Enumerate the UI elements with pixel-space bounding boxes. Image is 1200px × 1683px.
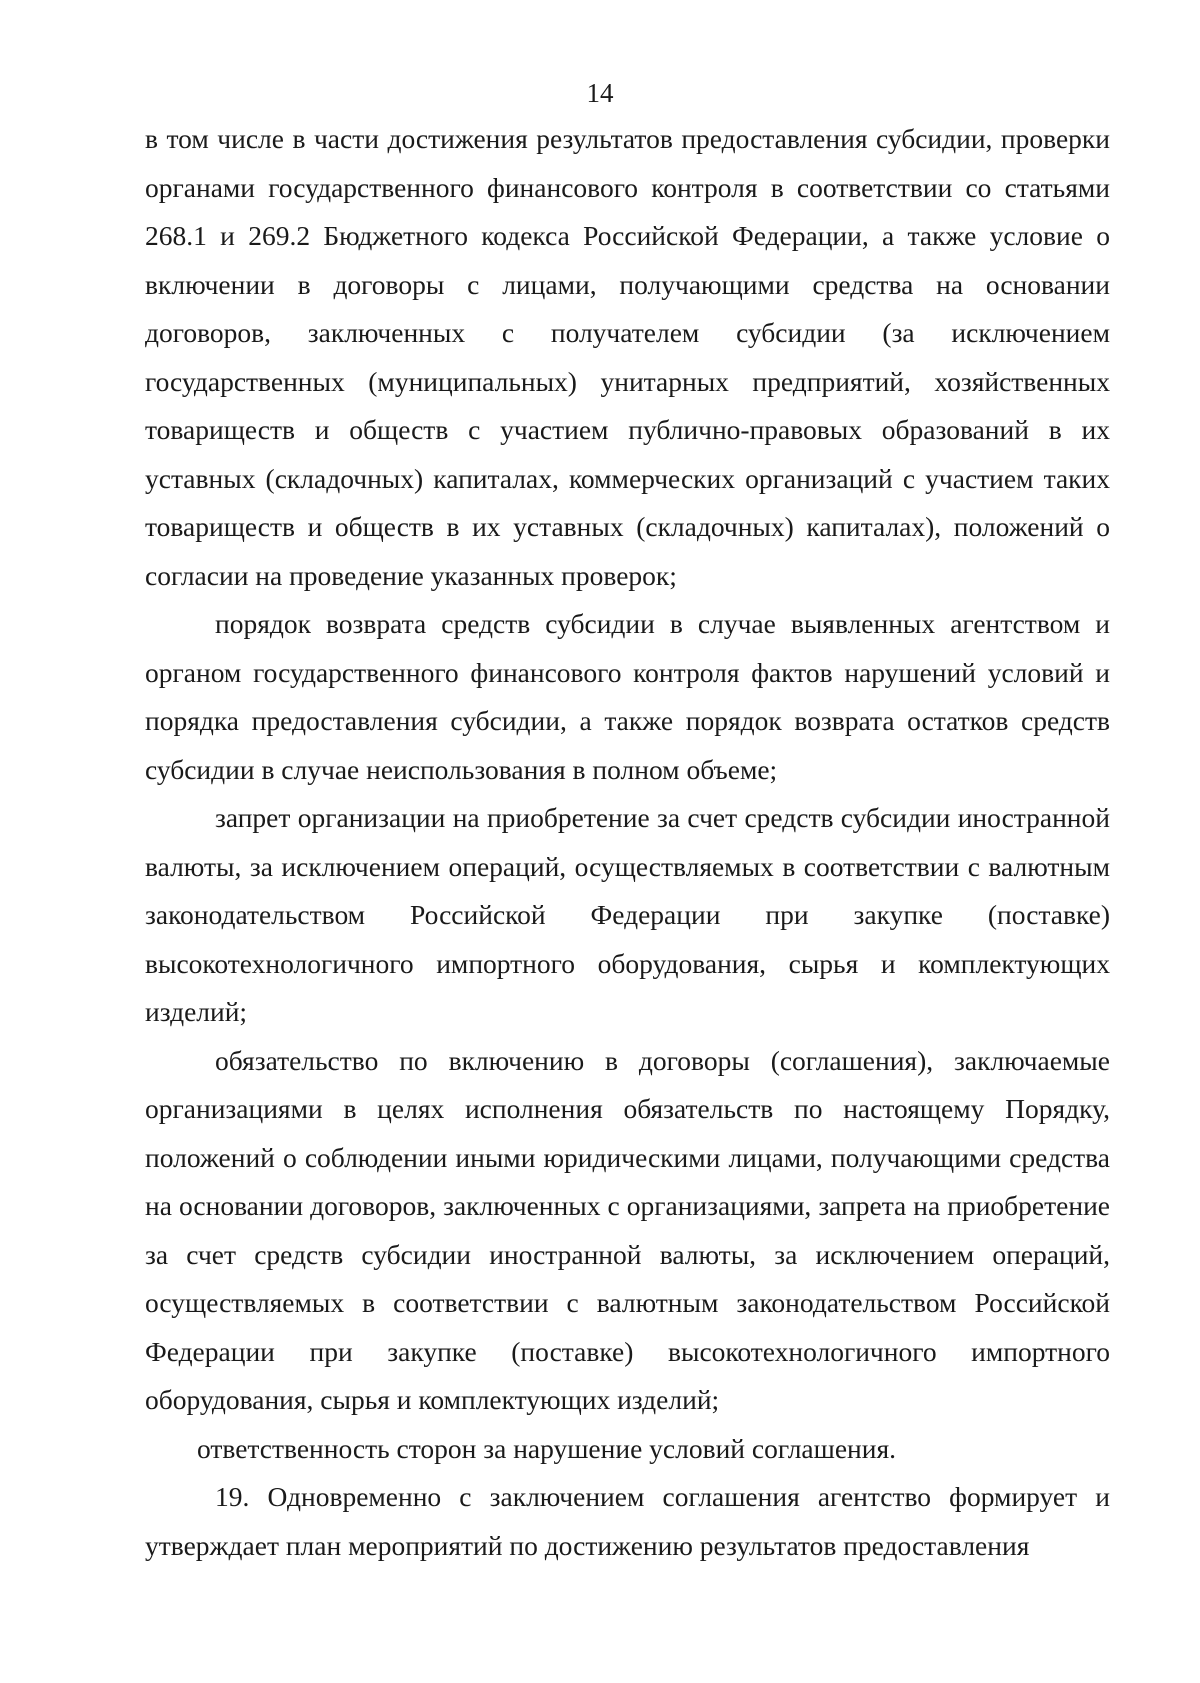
paragraph-contract-obligation: обязательство по включению в договоры (соглашения), заключаемые организациями в целях исполнения обязательств по настоящему Порядку, положений о соблюдении иными юридическими лицами, получающими средства на основании договоров, заключенных с организациями, запрета на приобретение за счет средств субсидии иностранной валюты, за исключением операций, осуществляемых в соответствии с валютным законодательством Российской Федерации при закупке (поставке) высокотехнологичного импортного оборудования, сырья и комплектующих изделий;: [145, 1044, 1110, 1415]
paragraph-continuation: в том числе в части достижения результатов предоставления субсидии, проверки органами государственного финансового контроля в соответствии со статьями 268.1 и 269.2 Бюджетного кодекса Российской Федерации, а также условие о включении в договоры с лицами, получающими средства на основании договоров, заключенных с получателем субсидии (за исключением государственных (муниципальных) унитарных предприятий, хозяйственных товариществ и обществ с участием публично-правовых образований в их уставных (складочных) капиталах, коммерческих организаций с участием таких товариществ и обществ в их уставных (складочных) капиталах), положений о согласии на проведение указанных проверок;: [145, 123, 1110, 591]
document-body: [145, 115, 1110, 1570]
paragraph-item-19: 19. Одновременно с заключением соглашения агентство формирует и утверждает план мероприятий по достижению результатов предоставления: [145, 1481, 1110, 1561]
paragraph-refund-procedure: порядок возврата средств субсидии в случае выявленных агентством и органом государственного финансового контроля фактов нарушений условий и порядка предоставления субсидии, а также порядок возврата остатков средств субсидии в случае неиспользования в полном объеме;: [145, 608, 1110, 785]
paragraph-liability: ответственность сторон за нарушение условий соглашения.: [197, 1432, 896, 1464]
paragraph-currency-ban: запрет организации на приобретение за счет средств субсидии иностранной валюты, за исключением операций, осуществляемых в соответствии с валютным законодательством Российской Федерации при закупке (поставке) высокотехнологичного импортного оборудования, сырья и комплектующих изделий;: [145, 802, 1110, 1027]
page-number: 14: [586, 78, 614, 108]
